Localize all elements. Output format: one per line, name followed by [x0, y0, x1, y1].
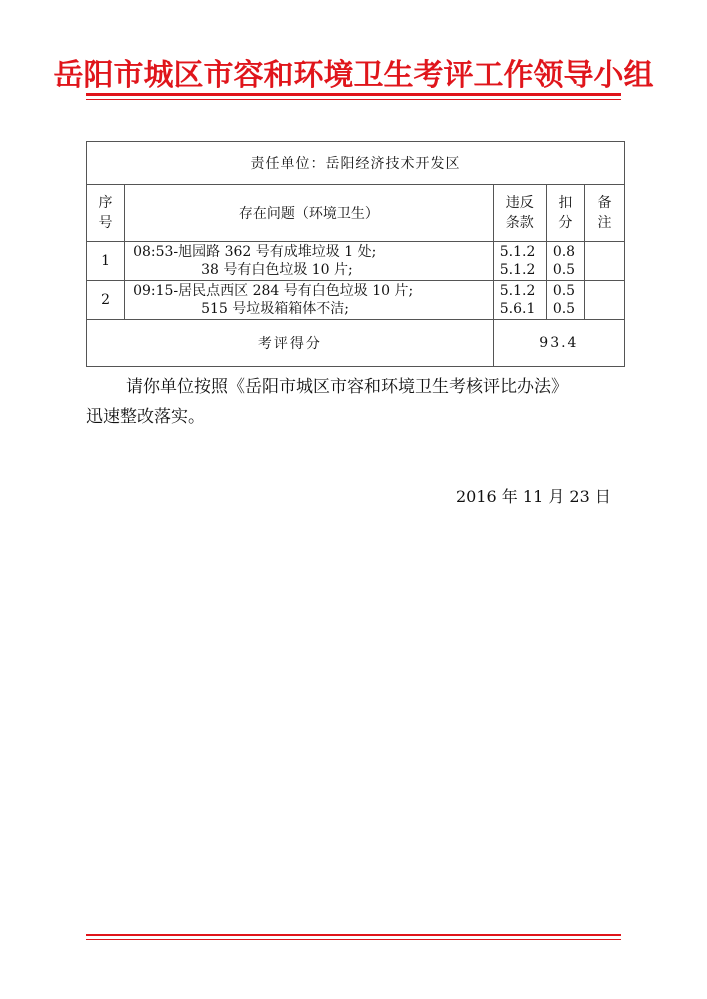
header-no: 序 号 — [87, 185, 125, 242]
instruction-text — [86, 372, 626, 432]
total-row — [87, 320, 625, 367]
footer-rule-thin — [86, 939, 621, 940]
row-score: 0.5 0.5 — [546, 281, 584, 320]
footer-rule-thick — [86, 934, 621, 936]
row-note — [584, 281, 624, 320]
table-header-row — [87, 185, 625, 242]
row-clause: 5.1.2 5.1.2 — [493, 242, 546, 281]
header-clause: 违反 条款 — [493, 185, 546, 242]
header-issue: 存在问题（环境卫生） — [125, 185, 494, 242]
header-note: 备 注 — [584, 185, 624, 242]
table-row — [87, 281, 625, 320]
row-issue: 09:15-居民点西区 284 号有白色垃圾 10 片; 515 号垃圾箱箱体不洁; — [125, 281, 494, 320]
total-value: 93.4 — [493, 320, 624, 367]
header-rule-thick — [86, 93, 621, 96]
instruction-line-1: 请你单位按照《岳阳市城区市容和环境卫生考核评比办法》 — [126, 377, 568, 397]
row-score: 0.8 0.5 — [546, 242, 584, 281]
header-score: 扣 分 — [546, 185, 584, 242]
total-label: 考评得分 — [87, 320, 494, 367]
responsible-unit: 责任单位：岳阳经济技术开发区 — [87, 142, 625, 185]
row-issue: 08:53-旭园路 362 号有成堆垃圾 1 处; 38 号有白色垃圾 10 片; — [125, 242, 494, 281]
document-header-title: 岳阳市城区市容和环境卫生考评工作领导小组 — [53, 58, 654, 93]
row-no: 1 — [87, 242, 125, 281]
header-rule-thin — [86, 99, 621, 100]
row-note — [584, 242, 624, 281]
row-clause: 5.1.2 5.6.1 — [493, 281, 546, 320]
inspection-table — [86, 141, 625, 367]
document-date: 2016 年 11 月 23 日 — [456, 487, 611, 506]
row-no: 2 — [87, 281, 125, 320]
table-row — [87, 242, 625, 281]
instruction-line-2: 迅速整改落实。 — [86, 407, 205, 427]
